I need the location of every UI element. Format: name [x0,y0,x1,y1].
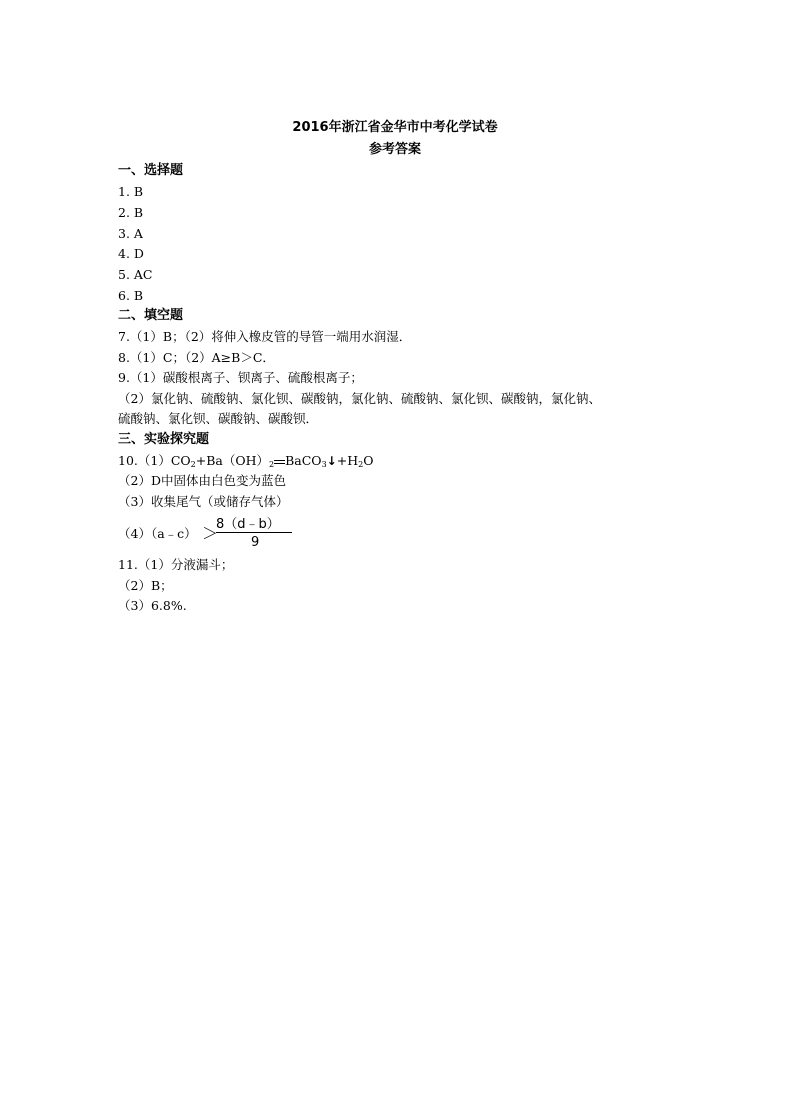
fraction-denominator: 9 [251,535,260,550]
answer-line-1: 1. B [118,184,144,199]
equation-prefix: 10.（1）CO [118,453,191,468]
answer-line-11-1: 11.（1）分液漏斗； [118,557,234,572]
answer-line-4: 4. D [118,246,144,261]
answer-line-9-2: （2）氯化钠、硫酸钠、氯化钡、碳酸钠，氯化钠、硫酸钠、氯化钡、碳酸钠，氯化钠、 [118,391,601,406]
answer-line-6: 6. B [118,288,144,303]
fraction-numerator: 8（d﹣b） [216,517,280,532]
double-line-equals-icon [274,458,285,466]
answer-line-11-2: （2）B； [118,578,173,593]
equation-part: BaCO [285,453,322,468]
page-subtitle: 参考答案 [368,142,421,157]
section-heading-choice: 一、选择题 [118,163,184,178]
answer-line-10-1 [118,453,373,469]
answer-line-10-3: （3）收集尾气（或储存气体） [118,494,289,509]
section-heading-experiment: 三、实验探究题 [118,432,210,447]
equation-subscript: 3 [321,460,327,469]
answer-line-3: 3. A [118,226,143,241]
answer-line-10-2: （2）D中固体由白色变为蓝色 [118,473,286,488]
equation-part: +Ba（OH） [195,453,270,468]
section-heading-fill: 二、填空题 [118,308,184,323]
precipitate-arrow-icon: ↓ [326,454,337,468]
inequality-lead: （4）（a﹣c） [118,526,197,541]
page-title: 2016年浙江省金华市中考化学试卷 [292,120,498,135]
equation-subscript: 2 [190,460,196,469]
answer-line-7: 7.（1）B；（2）将伸入橡皮管的导管一端用水润湿． [118,329,412,344]
greater-than-sign: ＞ [202,524,219,543]
answer-line-5: 5. AC [118,267,153,282]
fraction-bar [216,532,292,533]
answer-line-2: 2. B [118,205,144,220]
answer-line-9-1: 9.（1）碳酸根离子、钡离子、硫酸根离子； [118,370,363,385]
answer-line-9-3: 硫酸钠、氯化钡、碳酸钠、碳酸钡． [118,411,319,426]
equation-part: +H [336,453,359,468]
answer-line-8: 8.（1）C；（2）A≥B＞C． [118,350,275,365]
equation-subscript: 2 [358,460,364,469]
answer-line-11-3: （3）6.8%. [118,598,187,613]
equation-part: O [363,453,374,468]
equation-subscript: 2 [269,460,275,469]
